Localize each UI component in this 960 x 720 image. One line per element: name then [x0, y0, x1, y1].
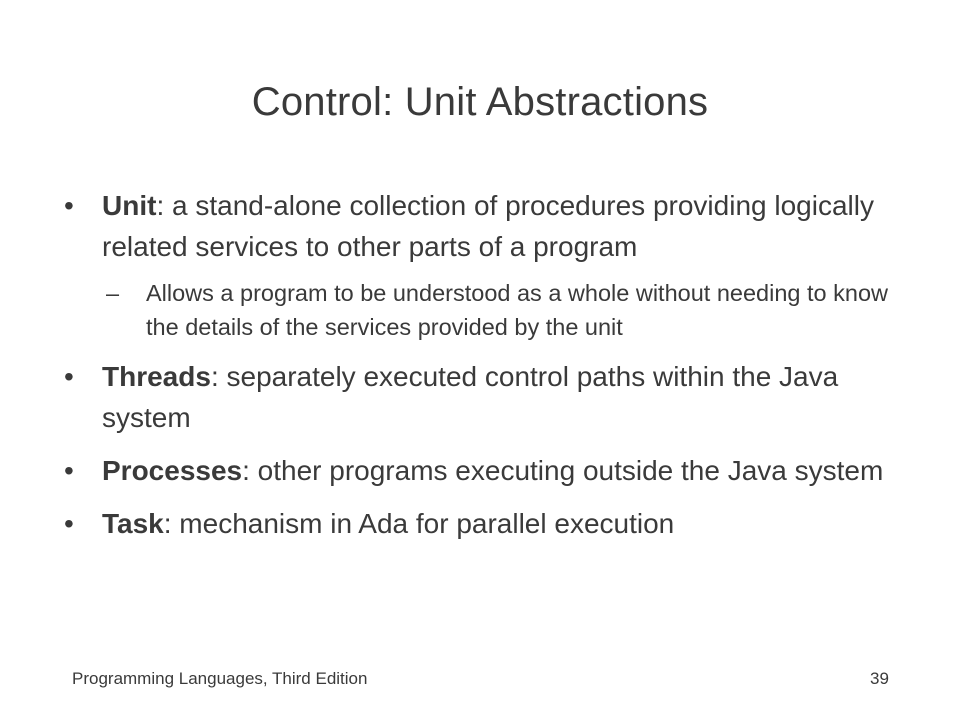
- bullet-marker: •: [64, 508, 74, 539]
- bullet-marker: •: [64, 190, 74, 221]
- sub-bullet-text: Allows a program to be understood as a whole without needing to know the details of the services provided by the unit: [146, 280, 889, 340]
- bullet-unit: [62, 185, 892, 267]
- bullet-text: : separately executed control paths within the Java system: [102, 361, 839, 433]
- bullet-term: Threads: [102, 361, 211, 392]
- bullet-marker: •: [64, 361, 74, 392]
- bullet-marker: •: [64, 455, 74, 486]
- bullet-threads: [62, 356, 892, 438]
- slide-title: Control: Unit Abstractions: [251, 80, 709, 124]
- sub-bullet-marker: –: [106, 280, 120, 306]
- bullet-term: Unit: [102, 190, 157, 221]
- footer-book-title: Programming Languages, Third Edition: [72, 669, 368, 688]
- footer-page-number: 39: [870, 669, 889, 688]
- bullet-term: Task: [102, 508, 164, 539]
- bullet-text: : other programs executing outside the Java system: [242, 455, 884, 486]
- bullet-task: [62, 503, 892, 544]
- bullet-text: : a stand-alone collection of procedures providing logically related services to other parts of a program: [102, 190, 874, 262]
- bullet-processes: [62, 450, 892, 491]
- bullet-term: Processes: [102, 455, 243, 486]
- bullet-text: : mechanism in Ada for parallel execution: [163, 508, 675, 539]
- bullet-list: [62, 185, 892, 544]
- sub-bullet-unit: [106, 276, 892, 344]
